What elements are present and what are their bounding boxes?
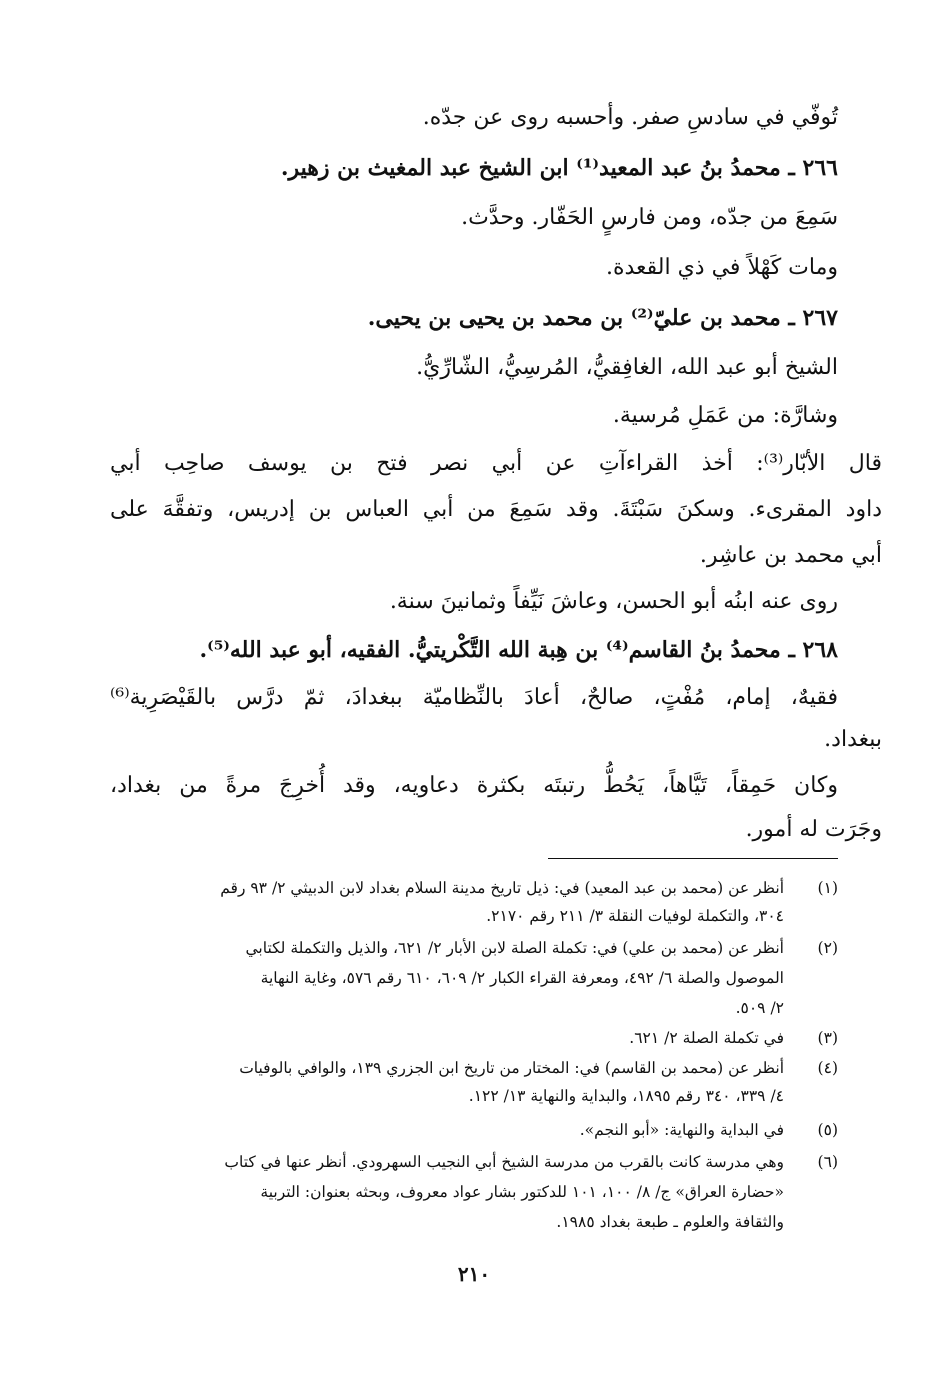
footnote-number: (٢) — [817, 939, 838, 957]
footnote-1 — [110, 874, 838, 902]
footnote-2 — [110, 934, 838, 962]
text-line: الشيخ أبو عبد الله، الغافِقيُّ، المُرسِيُّ، الشّارِّيُّ. — [416, 355, 838, 380]
text-line: داود المقرىء. وسكنَ سَبْتَةَ. وقد سَمِعَ من أبي العباس بن إدريس، وتفقَّهَ على — [110, 497, 882, 522]
entry-heading-267: ٢٦٧ ـ محمد بن عليّ⁽²⁾ بن محمد بن يحيى بن يحيى. — [367, 305, 838, 331]
footnote-3 — [110, 1024, 838, 1052]
footnote-number: (٥) — [817, 1121, 838, 1139]
text-line: أبي محمد بن عاشِر. — [699, 543, 882, 568]
footnote-6-cont — [110, 1208, 838, 1236]
footnote-text: وهي مدرسة كانت بالقرب من مدرسة الشيخ أبي النجيب السهرودي. أنظر عنها في كتاب — [224, 1153, 784, 1171]
text-line: ومات كَهْلاً في ذي القعدة. — [605, 255, 838, 280]
text-line: تُوفّي في سادسِ صفر. وأحسبه روى عن جدّه. — [422, 105, 838, 130]
text-line: فقيهٌ، إمام، مُفْتٍ، صالحٌ، أعادَ بالنِّظاميّة ببغدادَ، ثمّ درَّس بالقَيْصَرِية⁽⁶⁾ — [110, 685, 838, 710]
footnote-text: «حضارة العراق» ج/ ٨/ ١٠٠، ١٠١ للدكتور بشار عواد معروف، وبحثه بعنوان: التربية — [260, 1183, 784, 1201]
footnote-text: والثقافة والعلوم ـ طبعة بغداد ١٩٨٥. — [556, 1213, 784, 1231]
footnote-separator — [548, 858, 838, 859]
footnote-text: أنظر عن (محمد بن علي) في: تكملة الصلة لابن الأبار ٢/ ٦٢١، والذيل والتكملة لكتابي — [245, 939, 784, 957]
text-line: سَمِعَ من جدّه، ومن فارسٍ الحَفّار. وحدَّث. — [461, 205, 838, 230]
footnote-4-cont — [110, 1082, 838, 1110]
text-line: قال الأبّار⁽³⁾: أخذ القراءآتِ عن أبي نصر فتح بن يوسف صاحِب أبي — [110, 451, 882, 476]
footnote-5 — [110, 1116, 838, 1144]
footnote-4 — [110, 1054, 838, 1082]
entry-heading-268: ٢٦٨ ـ محمدُ بنُ القاسم⁽⁴⁾ بن هِبة الله التَّكْريتيُّ. الفقيه، أبو عبد الله⁽⁵⁾. — [199, 637, 838, 663]
text-line: ببغداد. — [824, 727, 882, 752]
footnote-text: ٤/ ٣٣٩، ٣٤٠ رقم ١٨٩٥، والبداية والنهاية ١٣/ ١٢٢. — [468, 1087, 784, 1105]
page-number: ٢١٠ — [457, 1262, 491, 1286]
footnote-2-cont — [110, 964, 838, 992]
text-line: وكان حَمِقاً، تَيَّاهاً، يَحُطُّ رتبتَه بكثرة دعاويه، وقد أُخرِجَ مرةً من بغداد، — [110, 773, 838, 798]
footnote-6-cont — [110, 1178, 838, 1206]
footnote-text: ٢/ ٥٠٩. — [735, 999, 784, 1017]
footnote-text: الموصول والصلة ٦/ ٤٩٢، ومعرفة القراء الكبار ٢/ ٦٠٩، ٦١٠ رقم ٥٧٦، وغاية النهاية — [260, 969, 784, 987]
footnote-number: (١) — [817, 879, 838, 897]
footnote-1-cont — [110, 902, 838, 930]
footnote-number: (٤) — [817, 1059, 838, 1077]
footnote-text: أنظر عن (محمد بن القاسم) في: المختار من تاريخ ابن الجزري ١٣٩، والوافي بالوفيات — [239, 1059, 784, 1077]
footnote-text: في البداية والنهاية: «أبو النجم». — [579, 1121, 784, 1139]
footnote-text: أنظر عن (محمد بن عبد المعيد) في: ذيل تاريخ مدينة السلام بغداد لابن الدبيثي ٢/ ٩٣ رقم — [220, 879, 784, 897]
text-line: وشارَّة: من عَمَلِ مُرسية. — [612, 403, 838, 428]
footnote-6 — [110, 1148, 838, 1176]
entry-heading-266: ٢٦٦ ـ محمدُ بنُ عبد المعيد⁽¹⁾ ابن الشيخ عبد المغيث بن زهير. — [280, 155, 838, 181]
footnote-number: (٦) — [817, 1153, 838, 1171]
footnote-text: ٣٠٤، والتكملة لوفيات النقلة ٣/ ٢١١ رقم ٢١٧٠. — [486, 907, 784, 925]
text-line: روى عنه ابنُه أبو الحسن، وعاشَ نَيِّفاً وثمانينَ سنة. — [389, 589, 838, 614]
text-line: وجَرَت له أمور. — [745, 817, 882, 842]
footnote-number: (٣) — [817, 1029, 838, 1047]
footnote-text: في تكملة الصلة ٢/ ٦٢١. — [629, 1029, 784, 1047]
footnote-2-cont — [110, 994, 838, 1022]
